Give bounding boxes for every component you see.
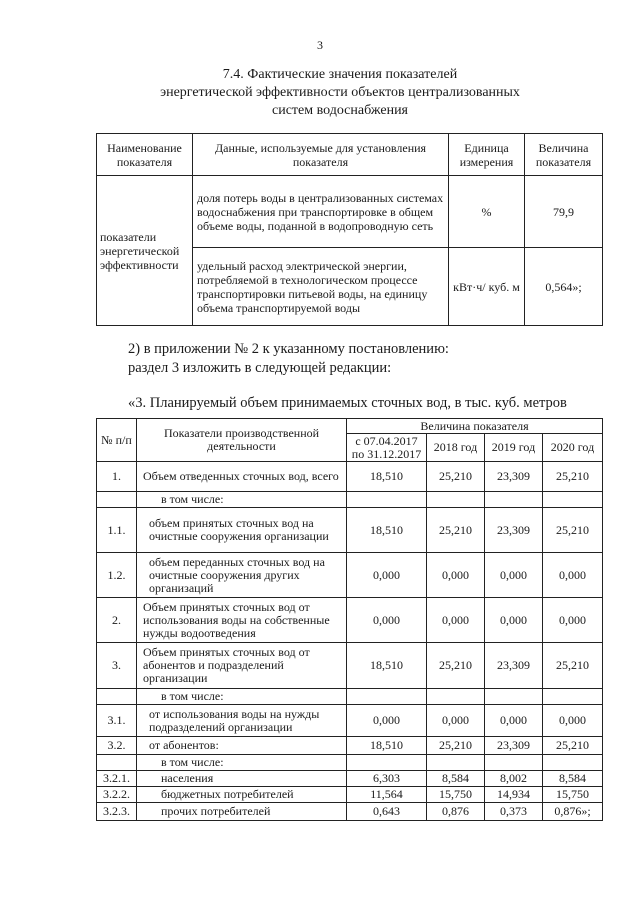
row-num: 3.2. xyxy=(97,737,137,755)
row-value-2019: 0,000 xyxy=(485,705,543,737)
row-value-2019: 23,309 xyxy=(485,643,543,689)
page-number: 3 xyxy=(317,38,323,52)
row-label: объем принятых сточных вод на очистные сооружения организации xyxy=(137,508,347,553)
row-label: в том числе: xyxy=(137,689,347,705)
row-num: 1. xyxy=(97,462,137,492)
row-value-2019: 23,309 xyxy=(485,462,543,492)
header-value-group: Величина показателя xyxy=(347,419,603,434)
row-num xyxy=(97,755,137,771)
row-label: от использования воды на нужды подразделений организации xyxy=(137,705,347,737)
table-row xyxy=(97,643,603,689)
row-value-2020 xyxy=(543,492,603,508)
row-data: удельный расход электрической энергии, потребляемой в технологическом процессе транспортировки питьевой воды, на единицу объема транспортируемой воды xyxy=(193,248,449,326)
row-value-2020: 0,876»; xyxy=(543,803,603,821)
table2-title: «3. Планируемый объем принимаемых сточных вод, в тыс. куб. метров xyxy=(128,395,567,411)
row-label: от абонентов: xyxy=(137,737,347,755)
paragraph-line-1: 2) в приложении № 2 к указанному постановлению: xyxy=(128,341,449,357)
table-row xyxy=(97,176,603,248)
row-label: в том числе: xyxy=(137,492,347,508)
row-num: 3.2.1. xyxy=(97,771,137,787)
table-row xyxy=(97,787,603,803)
table-row xyxy=(97,755,603,771)
header-value: Величина показателя xyxy=(525,134,603,176)
row-value-2019: 0,000 xyxy=(485,598,543,643)
row-value-2020: 0,000 xyxy=(543,705,603,737)
table-row xyxy=(97,705,603,737)
row-value: 79,9 xyxy=(525,176,603,248)
row-value-2019: 14,934 xyxy=(485,787,543,803)
row-value-2020: 8,584 xyxy=(543,771,603,787)
row-value-2020: 25,210 xyxy=(543,508,603,553)
row-value-period: 11,564 xyxy=(347,787,427,803)
row-value-2019 xyxy=(485,492,543,508)
row-num xyxy=(97,492,137,508)
row-value-2019: 8,002 xyxy=(485,771,543,787)
row-value-period: 0,000 xyxy=(347,705,427,737)
row-value-2018 xyxy=(427,689,485,705)
row-num: 3. xyxy=(97,643,137,689)
section-title-line-2: энергетической эффективности объектов централизованных xyxy=(160,85,520,100)
header-indicator-name: Наименование показателя xyxy=(97,134,193,176)
row-value-period: 18,510 xyxy=(347,462,427,492)
row-value-2020: 0,000 xyxy=(543,553,603,598)
header-num: № п/п xyxy=(97,419,137,462)
row-label: Объем принятых сточных вод от абонентов и подразделений организации xyxy=(137,643,347,689)
row-num: 3.2.3. xyxy=(97,803,137,821)
row-value-period: 18,510 xyxy=(347,508,427,553)
row-value-2019 xyxy=(485,755,543,771)
row-value-2018: 0,000 xyxy=(427,553,485,598)
row-value-period: 0,000 xyxy=(347,553,427,598)
section-title xyxy=(100,66,580,120)
row-value-2018: 0,000 xyxy=(427,598,485,643)
header-unit: Единица измерения xyxy=(449,134,525,176)
row-value-period xyxy=(347,492,427,508)
row-value-2018: 25,210 xyxy=(427,508,485,553)
header-data: Данные, используемые для установления показателя xyxy=(193,134,449,176)
table-header-row xyxy=(97,419,603,434)
row-num: 2. xyxy=(97,598,137,643)
row-value-2018: 25,210 xyxy=(427,737,485,755)
row-unit: кВт·ч/ куб. м xyxy=(449,248,525,326)
row-label: населения xyxy=(137,771,347,787)
table-row xyxy=(97,737,603,755)
header-indicator: Показатели производственной деятельности xyxy=(137,419,347,462)
table-header-row xyxy=(97,134,603,176)
table-row xyxy=(97,553,603,598)
row-value-2019: 0,000 xyxy=(485,553,543,598)
row-value-2018 xyxy=(427,755,485,771)
row-value-2020: 25,210 xyxy=(543,643,603,689)
row-value-2020: 15,750 xyxy=(543,787,603,803)
row-value-2020 xyxy=(543,755,603,771)
table-row xyxy=(97,803,603,821)
row-label: бюджетных потребителей xyxy=(137,787,347,803)
row-num: 3.2.2. xyxy=(97,787,137,803)
wastewater-volume-table xyxy=(96,418,603,821)
row-label: Объем принятых сточных вод от использования воды на собственные нужды водоотведения xyxy=(137,598,347,643)
row-value-2019: 0,373 xyxy=(485,803,543,821)
row-value-period xyxy=(347,689,427,705)
paragraph-line-2: раздел 3 изложить в следующей редакции: xyxy=(128,360,392,376)
header-year-2020: 2020 год xyxy=(543,434,603,462)
row-label: прочих потребителей xyxy=(137,803,347,821)
row-value-period: 18,510 xyxy=(347,643,427,689)
table-row xyxy=(97,598,603,643)
energy-efficiency-table xyxy=(96,133,603,326)
row-value-2018: 15,750 xyxy=(427,787,485,803)
indicator-group-name: показатели энергетической эффективности xyxy=(97,176,193,326)
header-year-2019: 2019 год xyxy=(485,434,543,462)
row-value: 0,564»; xyxy=(525,248,603,326)
row-label: в том числе: xyxy=(137,755,347,771)
row-value-2019 xyxy=(485,689,543,705)
row-num xyxy=(97,689,137,705)
row-num: 1.1. xyxy=(97,508,137,553)
row-data: доля потерь воды в централизованных системах водоснабжения при транспортировке в общем объеме воды, поданной в водопроводную сеть xyxy=(193,176,449,248)
row-label: Объем отведенных сточных вод, всего xyxy=(137,462,347,492)
table-row xyxy=(97,771,603,787)
row-value-2020: 25,210 xyxy=(543,462,603,492)
row-value-2020: 25,210 xyxy=(543,737,603,755)
row-value-2018 xyxy=(427,492,485,508)
row-value-2018: 25,210 xyxy=(427,462,485,492)
row-value-period: 0,000 xyxy=(347,598,427,643)
table-row xyxy=(97,492,603,508)
section-title-line-3: систем водоснабжения xyxy=(271,103,408,118)
row-value-2018: 25,210 xyxy=(427,643,485,689)
row-value-period: 18,510 xyxy=(347,737,427,755)
row-value-2018: 0,000 xyxy=(427,705,485,737)
section-title-line-1: 7.4. Фактические значения показателей xyxy=(222,67,458,82)
row-value-2018: 0,876 xyxy=(427,803,485,821)
row-value-2018: 8,584 xyxy=(427,771,485,787)
row-unit: % xyxy=(449,176,525,248)
header-year-2018: 2018 год xyxy=(427,434,485,462)
row-num: 1.2. xyxy=(97,553,137,598)
row-label: объем переданных сточных вод на очистные сооружения других организаций xyxy=(137,553,347,598)
header-period-1: с 07.04.2017 по 31.12.2017 xyxy=(347,434,427,462)
row-value-2019: 23,309 xyxy=(485,737,543,755)
row-num: 3.1. xyxy=(97,705,137,737)
row-value-period xyxy=(347,755,427,771)
table-row xyxy=(97,508,603,553)
row-value-2020 xyxy=(543,689,603,705)
row-value-2019: 23,309 xyxy=(485,508,543,553)
row-value-period: 6,303 xyxy=(347,771,427,787)
row-value-period: 0,643 xyxy=(347,803,427,821)
table-row xyxy=(97,689,603,705)
table-row xyxy=(97,462,603,492)
row-value-2020: 0,000 xyxy=(543,598,603,643)
